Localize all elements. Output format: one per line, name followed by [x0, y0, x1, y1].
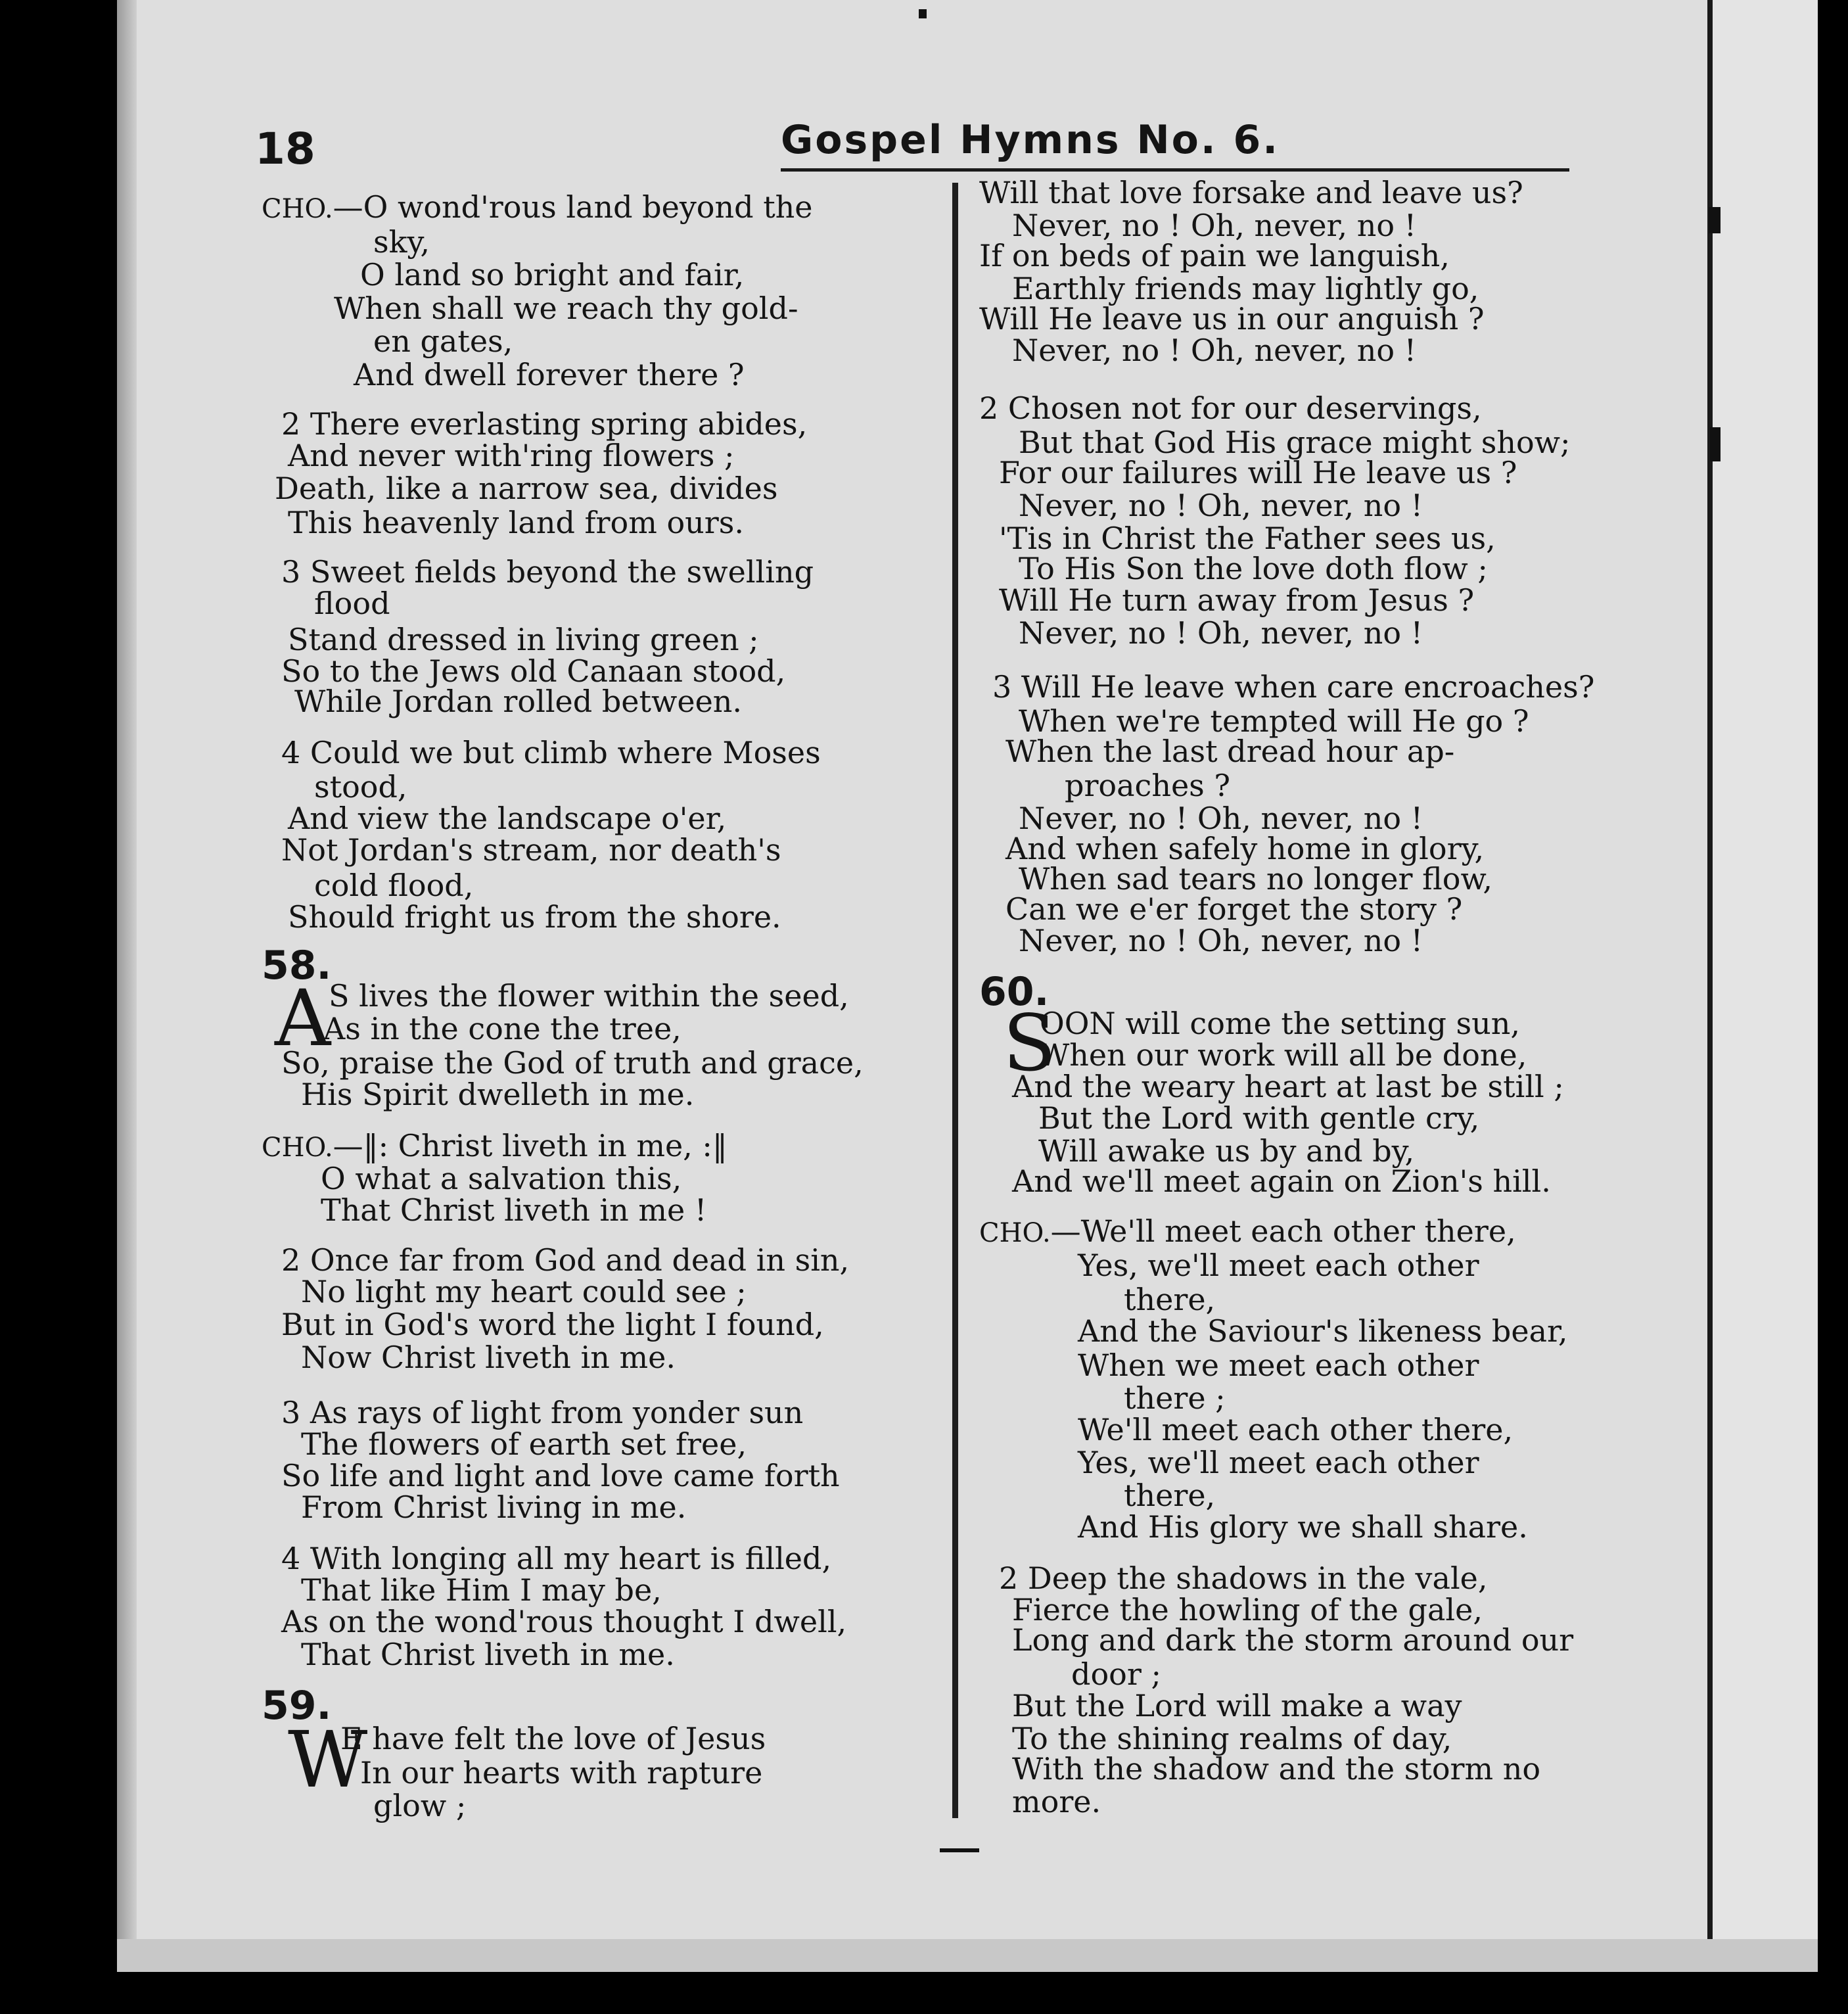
verse-line — [281, 1459, 840, 1492]
line-text: Yes, we'll meet each other — [1078, 1248, 1479, 1283]
line-text: And the weary heart at last be still ; — [1012, 1069, 1564, 1104]
line-text: When our work will all be done, — [1038, 1037, 1527, 1073]
chorus-label: CHO. — [262, 194, 333, 224]
line-text: But the Lord with gentle cry, — [1038, 1100, 1480, 1136]
line-text: And we'll meet again on Zion's hill. — [1012, 1163, 1551, 1199]
chorus-line — [321, 1162, 681, 1195]
verse-line — [288, 901, 781, 933]
verse-line — [340, 1722, 766, 1755]
line-text: Death, like a narrow sea, divides — [275, 471, 778, 506]
hymn-number: 60. — [979, 969, 1050, 1015]
line-text: In our hearts with rapture — [360, 1755, 763, 1791]
line-text: Long and dark the storm around our — [1012, 1622, 1574, 1658]
line-text: Can we e'er forget the story ? — [1005, 891, 1463, 927]
verse-line — [314, 770, 407, 803]
line-text: So life and light and love came forth — [281, 1458, 840, 1493]
verse-line — [281, 833, 781, 866]
line-text: Chosen not for our deservings, — [1007, 390, 1482, 426]
verse-line — [301, 1078, 694, 1111]
column-divider — [952, 183, 958, 1818]
header-rule — [781, 168, 1569, 172]
verse-line — [1019, 924, 1423, 957]
verse-line — [1012, 1722, 1452, 1755]
line-text: When we're tempted will He go ? — [1019, 703, 1529, 739]
verse-number: 4 — [281, 1541, 310, 1576]
verse-line — [979, 239, 1450, 272]
line-text: Once far from God and dead in sin, — [310, 1242, 850, 1278]
verse-line — [1012, 1624, 1573, 1656]
line-text: Never, no ! Oh, never, no ! — [1012, 333, 1417, 368]
verse-line — [281, 1396, 803, 1429]
line-text: That like Him I may be, — [301, 1572, 662, 1608]
chorus-line — [1078, 1249, 1479, 1282]
verse-line — [1012, 272, 1479, 305]
verse-line — [281, 1542, 831, 1575]
verse-number: 4 — [281, 735, 310, 770]
verse-line — [314, 869, 473, 902]
verse-line — [1019, 426, 1571, 459]
line-text: To His Son the love doth flow ; — [1019, 551, 1488, 586]
chorus-line — [979, 1215, 1516, 1250]
line-text: Will He leave when care encroaches? — [1021, 669, 1595, 705]
chorus-line — [360, 258, 744, 291]
line-text: So to the Jews old Canaan stood, — [281, 653, 786, 689]
line-text: Never, no ! Oh, never, no ! — [1012, 208, 1417, 243]
top-mark — [919, 9, 927, 18]
line-text: Should fright us from the shore. — [288, 899, 781, 935]
verse-line — [281, 408, 807, 440]
verse-line — [281, 736, 821, 769]
verse-line — [1038, 1039, 1527, 1071]
verse-line — [999, 456, 1517, 489]
line-text: And the Saviour's likeness bear, — [1078, 1313, 1568, 1349]
line-text: As in the cone the tree, — [323, 1011, 681, 1046]
chorus-line — [1124, 1283, 1215, 1316]
line-text: 'Tis in Christ the Father sees us, — [999, 521, 1496, 556]
verse-line — [1065, 769, 1230, 802]
line-text: Yes, we'll meet each other — [1078, 1445, 1479, 1480]
verse-line — [281, 1046, 864, 1079]
verse-line — [1005, 832, 1484, 865]
line-text: —‖: Christ liveth in me, :‖ — [333, 1128, 728, 1163]
chorus-line — [334, 292, 798, 325]
verse-line — [979, 176, 1523, 209]
line-text: E have felt the love of Jesus — [340, 1721, 766, 1756]
verse-line — [281, 1605, 846, 1638]
line-text: Never, no ! Oh, never, no ! — [1019, 801, 1423, 836]
verse-line — [288, 802, 726, 835]
verse-line — [288, 506, 744, 539]
bottom-dash — [940, 1848, 979, 1852]
line-text: There everlasting spring abides, — [310, 406, 808, 442]
running-title: Gospel Hymns No. 6. — [781, 117, 1280, 163]
verse-line — [301, 1491, 686, 1524]
verse-line — [1012, 1689, 1462, 1722]
line-text: Not Jordan's stream, nor death's — [281, 832, 781, 868]
verse-line — [1012, 1593, 1483, 1626]
line-text: With longing all my heart is filled, — [310, 1541, 832, 1576]
verse-line — [301, 1638, 675, 1671]
line-text: And when safely home in glory, — [1005, 831, 1485, 866]
verse-line — [1038, 1102, 1479, 1135]
verse-line — [329, 979, 849, 1012]
verse-number: 2 — [979, 390, 1008, 426]
verse-line — [288, 439, 735, 472]
right-page-edge — [1707, 0, 1818, 1972]
chorus-line — [321, 1194, 706, 1227]
page-number: 18 — [255, 124, 315, 174]
line-text: Fierce the howling of the gale, — [1012, 1592, 1483, 1628]
line-text: stood, — [314, 769, 407, 805]
bottom-page-edge — [117, 1939, 1818, 1972]
chorus-line — [1124, 1479, 1215, 1512]
verse-line — [301, 1574, 662, 1606]
line-text: With the shadow and the storm no — [1012, 1751, 1541, 1787]
verse-line — [1005, 893, 1462, 925]
chorus-line — [354, 358, 745, 391]
verse-line — [999, 1562, 1488, 1595]
line-text: And never with'ring flowers ; — [288, 438, 735, 473]
line-text: Will He turn away from Jesus ? — [999, 582, 1475, 618]
line-text: And His glory we shall share. — [1078, 1509, 1528, 1545]
verse-line — [1071, 1658, 1161, 1691]
verse-line — [1019, 802, 1423, 835]
verse-line — [1005, 735, 1454, 768]
line-text: Could we but climb where Moses — [310, 735, 821, 770]
chorus-line — [1078, 1349, 1479, 1382]
line-text: OON will come the setting sun, — [1040, 1006, 1520, 1041]
line-text: sky, — [373, 224, 430, 260]
line-text: When sad tears no longer flow, — [1019, 861, 1492, 897]
verse-line — [301, 1341, 676, 1374]
line-text: No light my heart could see ; — [301, 1274, 747, 1309]
line-text: When the last dread hour ap- — [1005, 734, 1455, 769]
verse-line — [1012, 1165, 1551, 1198]
verse-line — [360, 1756, 762, 1789]
line-text: Will that love forsake and leave us? — [979, 175, 1523, 210]
line-text: Now Christ liveth in me. — [301, 1340, 676, 1375]
verse-number: 2 — [999, 1560, 1028, 1596]
verse-line — [314, 587, 390, 620]
verse-number: 2 — [281, 406, 310, 442]
line-text: Never, no ! Oh, never, no ! — [1019, 615, 1423, 651]
line-text: —We'll meet each other there, — [1050, 1213, 1516, 1249]
verse-line — [323, 1012, 681, 1045]
left-margin-shadow — [117, 0, 137, 1972]
hymn-number: 59. — [262, 1683, 332, 1729]
chorus-line — [262, 191, 813, 225]
line-text: Never, no ! Oh, never, no ! — [1019, 923, 1423, 958]
line-text: The flowers of earth set free, — [301, 1426, 747, 1462]
verse-line — [999, 584, 1474, 617]
line-text: flood — [314, 586, 390, 621]
line-text: That Christ liveth in me. — [301, 1637, 675, 1672]
verse-line — [294, 685, 742, 718]
line-text: But in God's word the light I found, — [281, 1307, 824, 1342]
line-text: For our failures will He leave us ? — [999, 455, 1517, 490]
line-text: To the shining realms of day, — [1012, 1721, 1452, 1756]
hymn-number: 58. — [262, 943, 332, 989]
edge-mark — [1710, 427, 1721, 461]
line-text: there ; — [1124, 1380, 1226, 1416]
line-text: door ; — [1071, 1656, 1161, 1692]
verse-line — [1038, 1135, 1414, 1167]
chorus-line — [262, 1129, 728, 1164]
verse-line — [301, 1275, 747, 1308]
line-text: more. — [1012, 1784, 1101, 1819]
verse-line — [999, 522, 1496, 555]
line-text: Never, no ! Oh, never, no ! — [1019, 488, 1423, 523]
verse-line — [281, 655, 785, 688]
drop-cap: A — [275, 973, 331, 1064]
verse-number: 3 — [281, 1395, 310, 1430]
verse-line — [301, 1428, 747, 1461]
verse-line — [1040, 1007, 1520, 1040]
line-text: —O wond'rous land beyond the — [333, 189, 813, 225]
line-text: Earthly friends may lightly go, — [1012, 271, 1479, 306]
line-text: S lives the flower within the seed, — [329, 978, 849, 1014]
edge-mark — [1709, 207, 1721, 233]
line-text: Sweet fields beyond the swelling — [310, 554, 814, 590]
verse-line — [1019, 552, 1488, 585]
line-text: glow ; — [373, 1788, 467, 1823]
drop-cap: W — [288, 1714, 368, 1805]
chorus-line — [1078, 1510, 1528, 1543]
line-text: When we meet each other — [1078, 1347, 1479, 1383]
verse-line — [1019, 862, 1492, 895]
line-text: His Spirit dwelleth in me. — [301, 1077, 695, 1112]
line-text: Will awake us by and by, — [1038, 1133, 1415, 1169]
scanned-page — [117, 0, 1818, 1972]
verse-number: 2 — [281, 1242, 310, 1278]
verse-line — [1012, 1752, 1540, 1785]
line-text: When shall we reach thy gold- — [334, 291, 798, 326]
verse-line — [1019, 617, 1423, 649]
line-text: proaches ? — [1065, 768, 1231, 803]
line-text: From Christ living in me. — [301, 1489, 687, 1525]
line-text: As on the wond'rous thought I dwell, — [281, 1604, 847, 1639]
verse-line — [281, 1244, 849, 1276]
line-text: O what a salvation this, — [321, 1161, 682, 1196]
line-text: That Christ liveth in me ! — [321, 1192, 707, 1228]
verse-line — [1012, 334, 1416, 367]
line-text: As rays of light from yonder sun — [310, 1395, 804, 1430]
verse-line — [1012, 1070, 1564, 1103]
verse-line — [1012, 209, 1416, 242]
line-text: We'll meet each other there, — [1078, 1412, 1513, 1447]
verse-line — [288, 623, 759, 656]
chorus-line — [1078, 1315, 1568, 1347]
line-text: While Jordan rolled between. — [294, 684, 743, 719]
line-text: Deep the shadows in the vale, — [1027, 1560, 1488, 1596]
line-text: But that God His grace might show; — [1019, 425, 1571, 460]
verse-line — [979, 302, 1484, 335]
line-text: So, praise the God of truth and grace, — [281, 1045, 864, 1081]
line-text: And dwell forever there ? — [354, 357, 745, 392]
chorus-line — [1078, 1413, 1513, 1446]
verse-line — [281, 555, 814, 588]
line-text: But the Lord will make a way — [1012, 1688, 1462, 1723]
verse-line — [373, 1789, 466, 1822]
line-text: en gates, — [373, 323, 513, 359]
line-text: O land so bright and fair, — [360, 257, 745, 293]
chorus-line — [1078, 1446, 1479, 1479]
verse-line — [979, 392, 1482, 425]
chorus-line — [373, 225, 430, 258]
chorus-line — [1124, 1382, 1226, 1415]
verse-number: 3 — [992, 669, 1021, 705]
verse-line — [281, 1308, 824, 1341]
line-text: there, — [1124, 1478, 1216, 1513]
verse-line — [275, 472, 777, 505]
verse-number: 3 — [281, 554, 310, 590]
line-text: If on beds of pain we languish, — [979, 238, 1450, 273]
verse-line — [1019, 489, 1423, 522]
verse-line — [1012, 1785, 1101, 1818]
line-text: cold flood, — [314, 868, 474, 903]
chorus-label: CHO. — [979, 1218, 1051, 1248]
page-header — [255, 110, 1694, 174]
line-text: Stand dressed in living green ; — [288, 622, 759, 657]
drop-cap: S — [1003, 998, 1056, 1089]
line-text: And view the landscape o'er, — [288, 801, 727, 836]
verse-line — [992, 670, 1594, 703]
chorus-label: CHO. — [262, 1133, 333, 1163]
verse-line — [1019, 705, 1529, 738]
line-text: This heavenly land from ours. — [288, 505, 744, 540]
chorus-line — [373, 325, 513, 358]
line-text: there, — [1124, 1282, 1216, 1317]
line-text: Will He leave us in our anguish ? — [979, 301, 1485, 337]
